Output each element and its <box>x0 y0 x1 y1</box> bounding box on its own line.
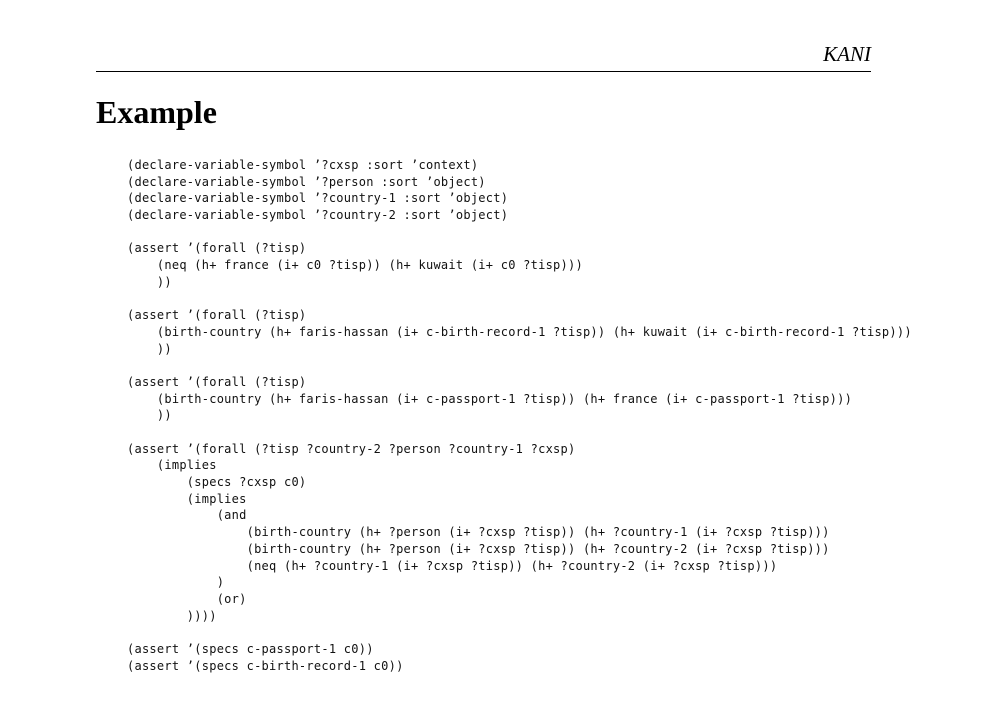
code-line: (assert ’(specs c-passport-1 c0)) <box>127 641 374 656</box>
code-line: (declare-variable-symbol ’?country-2 :sort ’object) <box>127 208 509 223</box>
code-listing <box>127 157 912 674</box>
code-line <box>127 424 912 441</box>
code-line: (birth-country (h+ faris-hassan (i+ c-birth-record-1 ?tisp)) (h+ kuwait (i+ c-birth-record-1 ?tisp))) <box>127 324 912 339</box>
code-line: (implies <box>127 458 217 473</box>
code-line: )))) <box>127 608 217 623</box>
code-line: )) <box>127 408 172 423</box>
code-line: )) <box>127 274 172 289</box>
code-line: (or) <box>127 591 247 606</box>
code-line: (assert ’(forall (?tisp) <box>127 308 307 323</box>
header-divider <box>96 71 871 72</box>
code-line: )) <box>127 341 172 356</box>
code-line: (assert ’(specs c-birth-record-1 c0)) <box>127 658 404 673</box>
code-line: (assert ’(forall (?tisp) <box>127 374 307 389</box>
code-line: (assert ’(forall (?tisp) <box>127 241 307 256</box>
code-line: (declare-variable-symbol ’?cxsp :sort ’context) <box>127 158 479 172</box>
running-header-title: KANI <box>823 42 871 66</box>
code-line: (specs ?cxsp c0) <box>127 475 307 490</box>
code-line <box>127 224 912 241</box>
code-line: (birth-country (h+ ?person (i+ ?cxsp ?tisp)) (h+ ?country-1 (i+ ?cxsp ?tisp))) <box>127 525 830 540</box>
code-line: (declare-variable-symbol ’?country-1 :sort ’object) <box>127 191 509 206</box>
code-line: (neq (h+ ?country-1 (i+ ?cxsp ?tisp)) (h+ ?country-2 (i+ ?cxsp ?tisp))) <box>127 558 778 573</box>
code-line: ) <box>127 575 225 590</box>
code-line: (assert ’(forall (?tisp ?country-2 ?person ?country-1 ?cxsp) <box>127 441 576 456</box>
code-line <box>127 291 912 308</box>
code-line: (birth-country (h+ ?person (i+ ?cxsp ?tisp)) (h+ ?country-2 (i+ ?cxsp ?tisp))) <box>127 541 830 556</box>
code-line: (declare-variable-symbol ’?person :sort ’object) <box>127 174 486 189</box>
code-line: (implies <box>127 491 247 506</box>
code-line: (and <box>127 508 247 523</box>
code-line: (neq (h+ france (i+ c0 ?tisp)) (h+ kuwait (i+ c0 ?tisp))) <box>127 258 583 273</box>
code-line <box>127 357 912 374</box>
code-line <box>127 624 912 641</box>
code-line: (birth-country (h+ faris-hassan (i+ c-passport-1 ?tisp)) (h+ france (i+ c-passport-1 ?tisp))) <box>127 391 853 406</box>
page-title: Example <box>96 94 217 130</box>
